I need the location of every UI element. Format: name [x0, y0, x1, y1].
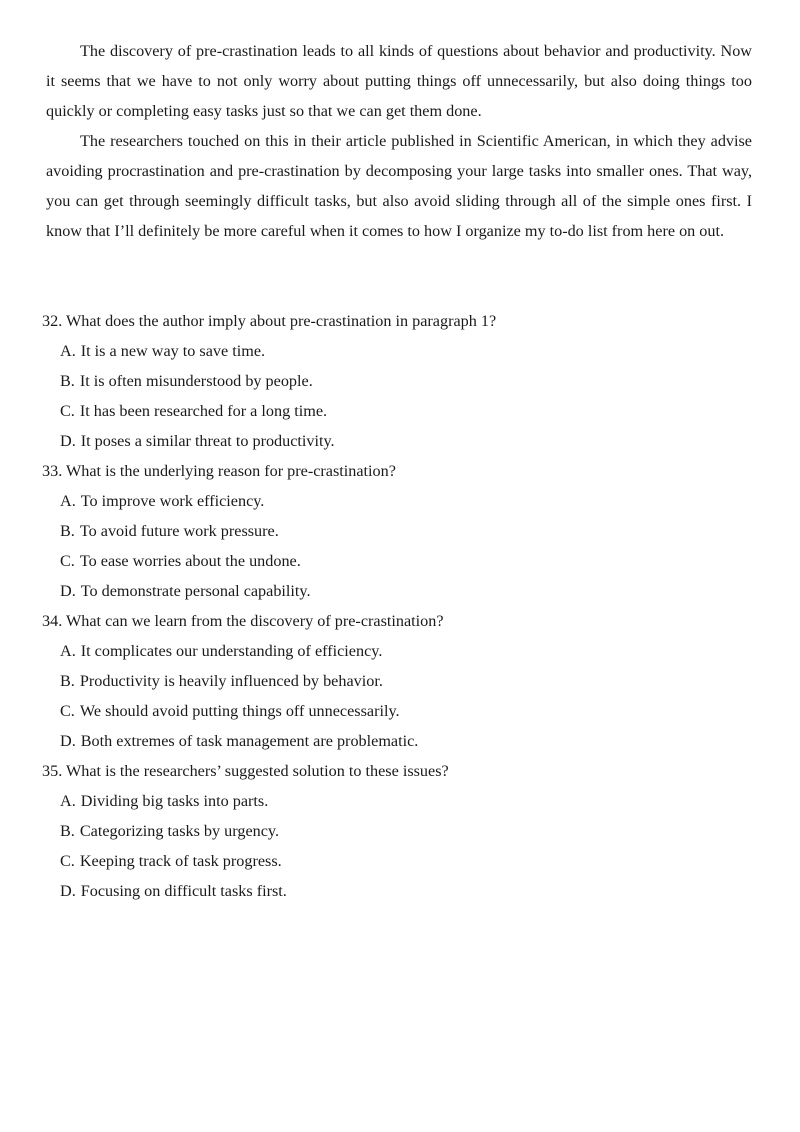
option-letter: C.: [60, 402, 75, 420]
option-letter: C.: [60, 852, 75, 870]
question-stem: 35. What is the researchers’ suggested solution to these issues?: [42, 762, 449, 780]
option-letter: B.: [60, 672, 75, 690]
option-c[interactable]: [42, 546, 762, 576]
option-text: We should avoid putting things off unnecessarily.: [79, 702, 400, 720]
option-text: Keeping track of task progress.: [79, 852, 282, 870]
option-a[interactable]: [42, 336, 762, 366]
option-d[interactable]: [42, 726, 762, 756]
option-c[interactable]: [42, 696, 762, 726]
option-text: Both extremes of task management are problematic.: [80, 732, 419, 750]
option-letter: C.: [60, 552, 75, 570]
option-letter: B.: [60, 822, 75, 840]
option-text: Dividing big tasks into parts.: [80, 792, 269, 810]
question-stem: 32. What does the author imply about pre-crastination in paragraph 1?: [42, 312, 497, 330]
option-letter: D.: [60, 882, 76, 900]
option-d[interactable]: [42, 576, 762, 606]
option-b[interactable]: [42, 816, 762, 846]
option-c[interactable]: [42, 396, 762, 426]
question-list: [42, 306, 762, 906]
option-d[interactable]: [42, 876, 762, 906]
passage-paragraph-2: The researchers touched on this in their article published in Scientific American, in which they advise avoiding procrastination and pre-crastination by decomposing your large tasks into smaller ones. That way, you can get through seemingly difficult tasks, but also avoid sliding through all of the simple ones first. I know that I’ll definitely be more careful when it comes to how I organize my to-do list from here on out.: [46, 132, 752, 240]
option-text: To avoid future work pressure.: [79, 522, 279, 540]
option-a[interactable]: [42, 786, 762, 816]
option-a[interactable]: [42, 636, 762, 666]
option-letter: A.: [60, 792, 76, 810]
question-stem: 33. What is the underlying reason for pre-crastination?: [42, 462, 396, 480]
option-text: To demonstrate personal capability.: [80, 582, 311, 600]
option-b[interactable]: [42, 516, 762, 546]
option-letter: C.: [60, 702, 75, 720]
passage-paragraph-1: The discovery of pre-crastination leads to all kinds of questions about behavior and productivity. Now it seems that we have to not only worry about putting things off unnecessarily, but also doing things too quickly or completing easy tasks just so that we can get them done.: [46, 42, 752, 120]
option-text: To ease worries about the undone.: [79, 552, 301, 570]
option-d[interactable]: [42, 426, 762, 456]
option-a[interactable]: [42, 486, 762, 516]
option-text: It is a new way to save time.: [80, 342, 266, 360]
question-stem: 34. What can we learn from the discovery of pre-crastination?: [42, 612, 444, 630]
option-b[interactable]: [42, 366, 762, 396]
option-list: [42, 786, 762, 906]
option-text: Productivity is heavily influenced by behavior.: [79, 672, 383, 690]
option-letter: B.: [60, 522, 75, 540]
option-letter: A.: [60, 492, 76, 510]
option-text: Categorizing tasks by urgency.: [79, 822, 280, 840]
option-text: Focusing on difficult tasks first.: [80, 882, 287, 900]
option-letter: D.: [60, 732, 76, 750]
question-34: [42, 606, 762, 756]
option-letter: D.: [60, 432, 76, 450]
option-b[interactable]: [42, 666, 762, 696]
option-letter: D.: [60, 582, 76, 600]
question-33: [42, 456, 762, 606]
option-c[interactable]: [42, 846, 762, 876]
option-text: It complicates our understanding of efficiency.: [80, 642, 383, 660]
option-letter: B.: [60, 372, 75, 390]
question-35: [42, 756, 762, 906]
option-list: [42, 636, 762, 756]
option-text: To improve work efficiency.: [80, 492, 265, 510]
option-letter: A.: [60, 642, 76, 660]
option-list: [42, 486, 762, 606]
option-text: It is often misunderstood by people.: [79, 372, 313, 390]
question-32: [42, 306, 762, 456]
option-letter: A.: [60, 342, 76, 360]
option-text: It poses a similar threat to productivity.: [80, 432, 335, 450]
reading-passage: [46, 36, 752, 246]
option-list: [42, 336, 762, 456]
option-text: It has been researched for a long time.: [79, 402, 328, 420]
